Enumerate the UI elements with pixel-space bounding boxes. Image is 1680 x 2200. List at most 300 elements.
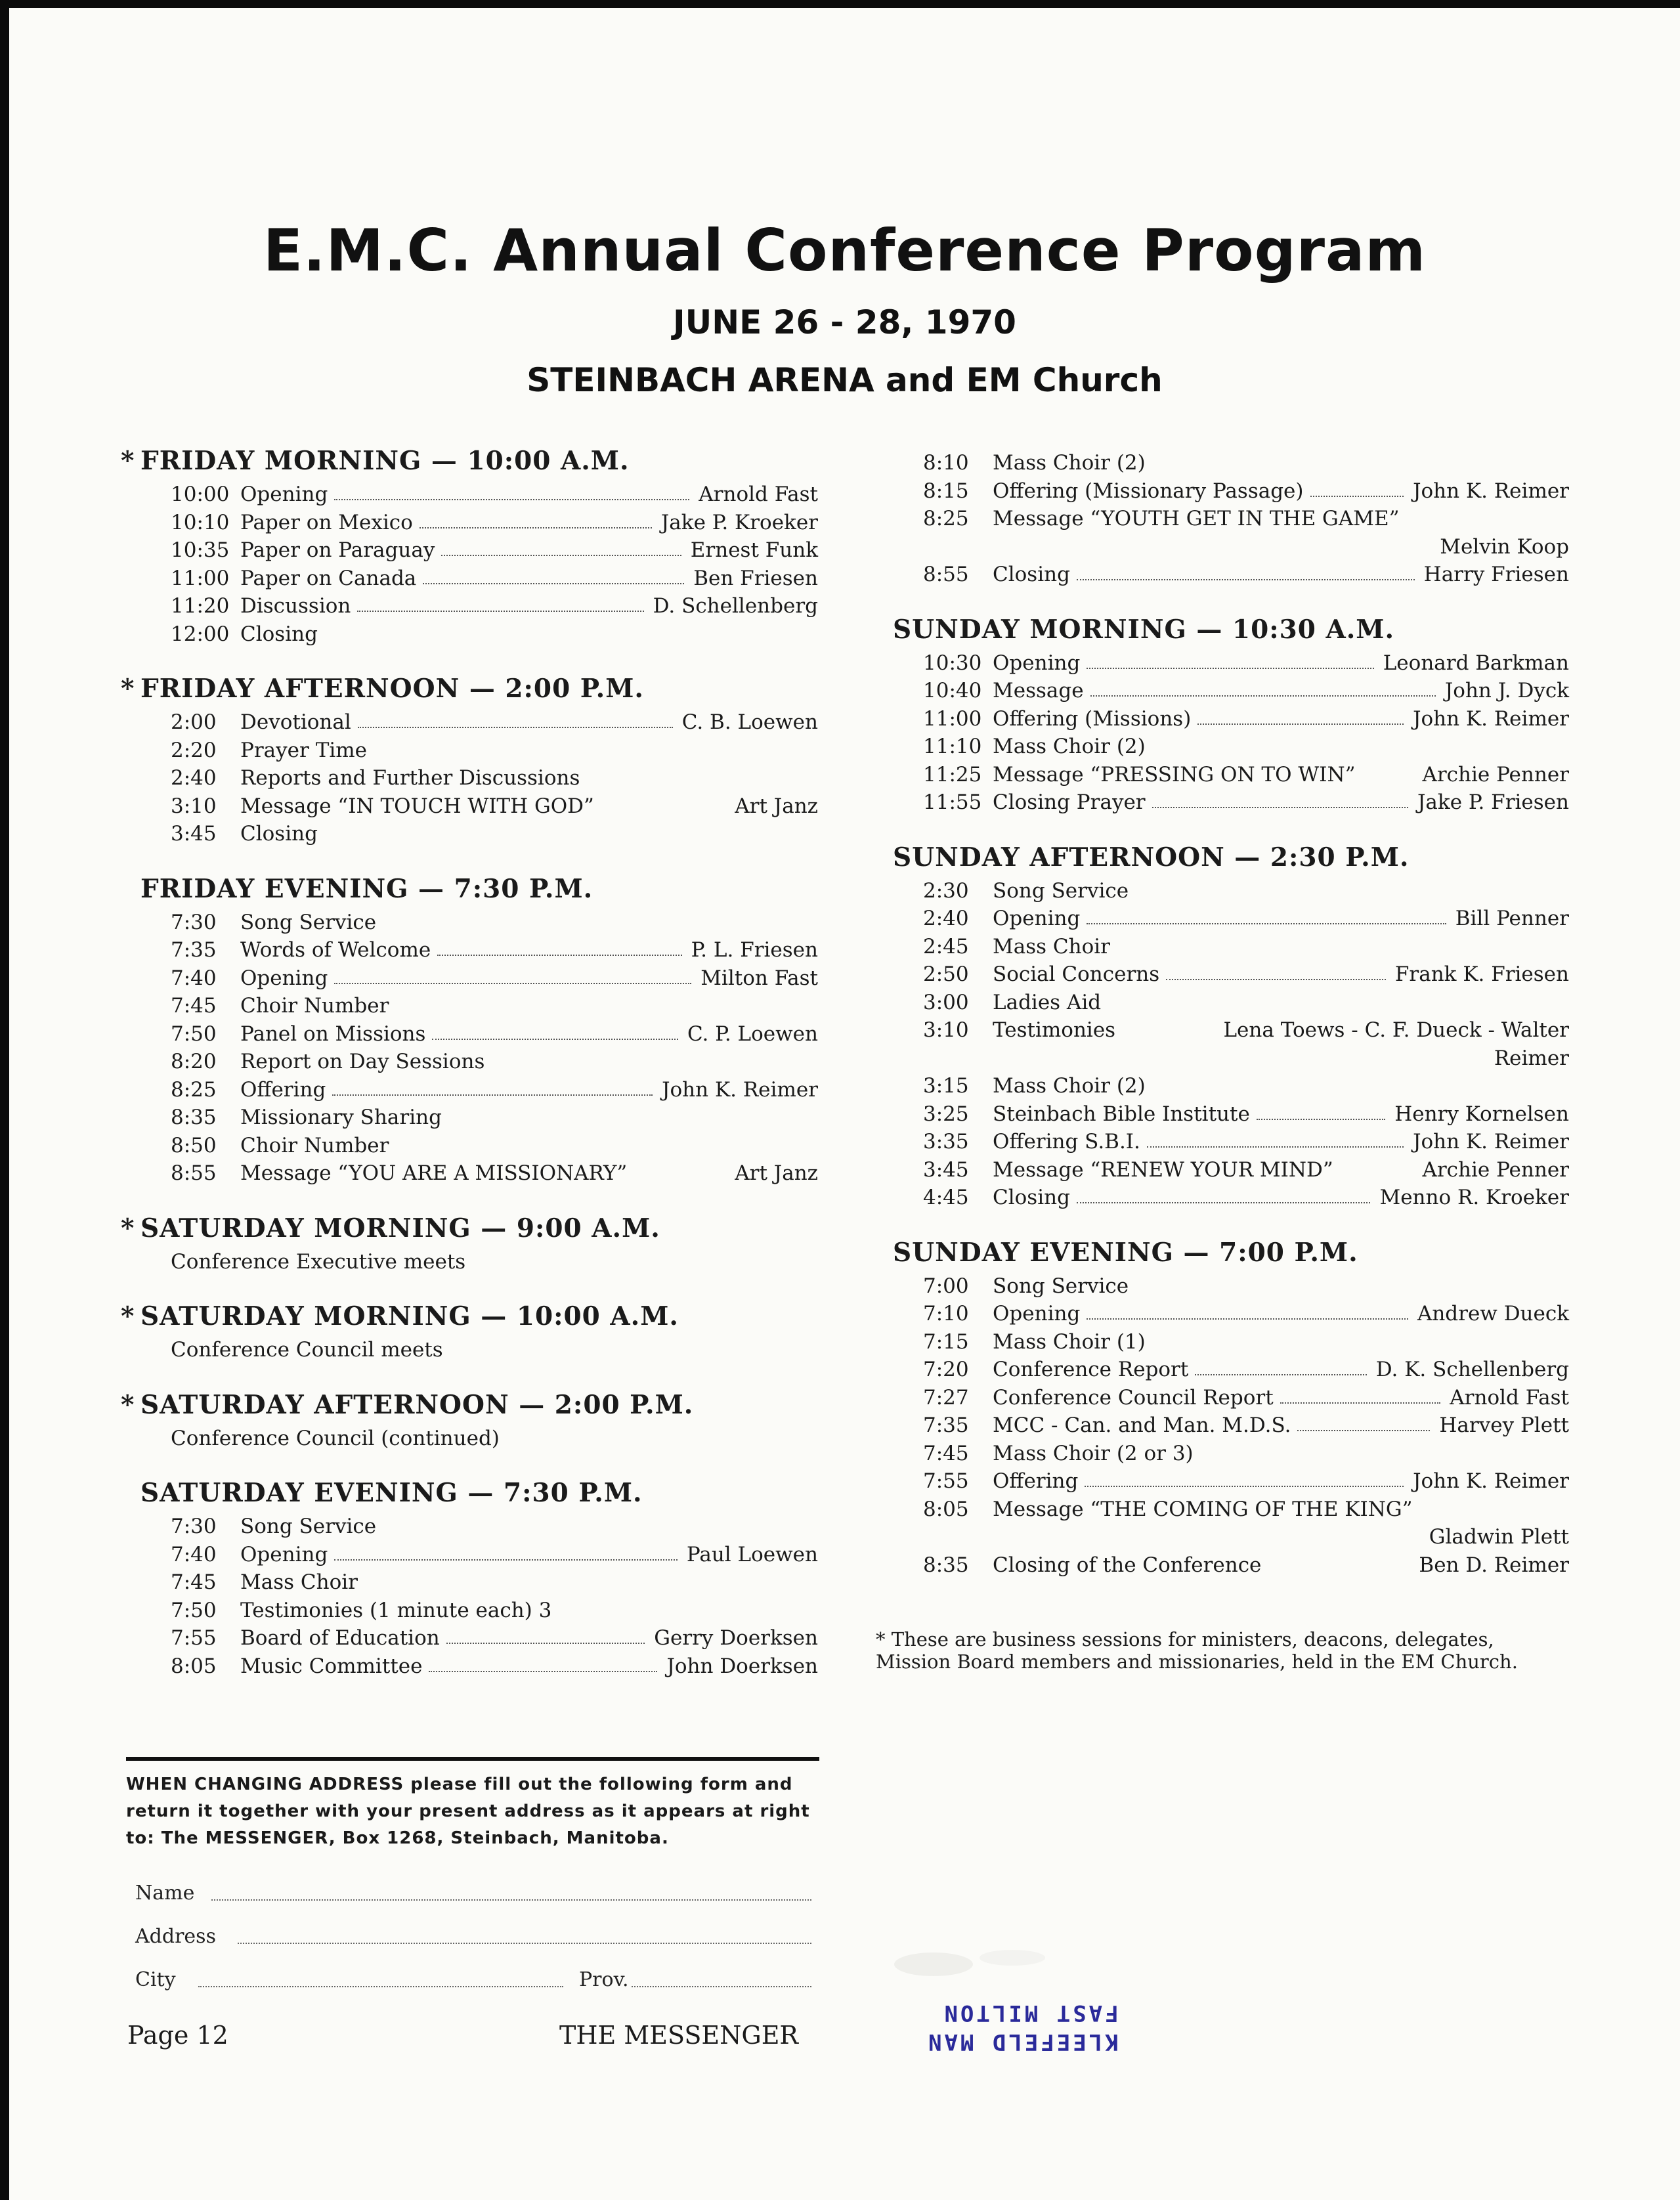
item-event: Mass Choir (2 or 3): [993, 1441, 1194, 1465]
program-item: [121, 1652, 818, 1681]
item-event: Devotional: [240, 710, 351, 734]
item-event: Mass Choir (1): [993, 1329, 1146, 1354]
program-item: [121, 1624, 818, 1652]
dot-leader: [1297, 1430, 1430, 1431]
dot-leader: [437, 955, 681, 956]
city-label: City: [135, 1968, 176, 1991]
dot-leader: [1197, 723, 1404, 725]
program-item: [121, 1048, 818, 1076]
program-item: [873, 1384, 1569, 1412]
item-event: Message: [993, 679, 1084, 702]
item-event: Opening: [993, 651, 1081, 675]
item-event: Closing Prayer: [993, 790, 1146, 814]
program-item: [121, 1568, 818, 1597]
item-person-continued: Reimer: [1494, 1046, 1569, 1070]
program-item: [121, 992, 818, 1020]
program-item: [873, 877, 1569, 905]
publication-name: THE MESSENGER: [559, 2021, 799, 2050]
program-item: [873, 705, 1569, 733]
item-event: Choir Number: [240, 1133, 389, 1157]
item-time: 12:00: [171, 622, 230, 646]
program-item: [873, 1016, 1569, 1045]
item-event: Closing: [993, 563, 1070, 586]
program-section: [121, 1385, 818, 1453]
item-time: 7:27: [923, 1385, 969, 1410]
conference-venue: STEINBACH ARENA and EM Church: [527, 361, 1163, 399]
item-event: Mass Choir (2): [993, 1074, 1146, 1098]
item-time: 8:25: [171, 1077, 217, 1102]
item-event: Opening: [993, 1302, 1081, 1326]
dot-leader: [1166, 979, 1386, 980]
item-time: 11:10: [923, 735, 982, 758]
item-time: 8:05: [923, 1497, 969, 1521]
dot-leader: [334, 1559, 678, 1561]
item-time: 2:45: [923, 934, 969, 959]
dot-leader: [1087, 668, 1373, 669]
item-time: 10:30: [923, 651, 982, 675]
item-event: Closing: [240, 822, 318, 846]
program-item: [873, 561, 1569, 589]
item-time: 3:10: [923, 1018, 969, 1042]
dot-leader: [1147, 1146, 1404, 1148]
program-section: [873, 838, 1569, 1212]
program-item: [121, 481, 818, 509]
item-time: 10:40: [923, 679, 982, 702]
item-person: Menno R. Kroeker: [1374, 1184, 1569, 1212]
item-person: Arnold Fast: [693, 481, 818, 509]
item-time: 8:50: [171, 1133, 217, 1157]
program-item: [873, 1156, 1569, 1184]
item-time: 11:00: [923, 706, 982, 731]
program-item: [873, 761, 1569, 789]
business-session-marker: *: [121, 674, 135, 704]
item-event: Ladies Aid: [993, 990, 1102, 1014]
item-event: Message “RENEW YOUR MIND”: [993, 1157, 1333, 1182]
program-item: [873, 1328, 1569, 1356]
item-person: John Doerksen: [661, 1652, 818, 1681]
item-event: Reports and Further Discussions: [240, 766, 580, 790]
item-person: Ernest Funk: [685, 536, 818, 565]
item-person: Archie Penner: [1417, 1156, 1569, 1184]
prov-label: Prov.: [579, 1968, 629, 1991]
business-session-marker: *: [121, 1213, 135, 1243]
item-event: Conference Report: [993, 1358, 1189, 1381]
item-person: C. B. Loewen: [677, 708, 818, 737]
program-item: [873, 1072, 1569, 1100]
program-item: [873, 1128, 1569, 1156]
item-time: 11:25: [923, 762, 982, 787]
item-person: John K. Reimer: [1408, 477, 1569, 506]
program-item: [121, 1076, 818, 1104]
item-event: Conference Council Report: [993, 1385, 1274, 1410]
item-person: John K. Reimer: [1408, 1128, 1569, 1156]
program-item: [873, 1356, 1569, 1384]
section-heading: [121, 869, 818, 909]
item-event: Testimonies: [993, 1018, 1116, 1042]
item-event: Social Concerns: [993, 962, 1160, 986]
item-time: 7:50: [171, 1022, 217, 1046]
program-item: [121, 708, 818, 737]
item-time: 10:00: [171, 483, 230, 506]
program-item: [121, 620, 818, 649]
section-heading-text: SATURDAY MORNING — 10:00 A.M.: [140, 1301, 679, 1331]
dot-leader: [1085, 1486, 1404, 1487]
program-item: [121, 1020, 818, 1048]
item-event: Paper on Paraguay: [240, 538, 435, 562]
program-item: [873, 1496, 1569, 1524]
program-item: [873, 449, 1569, 477]
item-time: 8:10: [923, 451, 969, 475]
dot-leader: [1090, 695, 1436, 697]
item-person: Frank K. Friesen: [1390, 960, 1569, 989]
item-time: 3:15: [923, 1074, 969, 1098]
item-event: Opening: [240, 483, 328, 506]
item-time: 2:50: [923, 962, 969, 986]
program-item: [121, 565, 818, 593]
dot-leader: [357, 611, 643, 612]
item-person: Bill Penner: [1450, 905, 1569, 933]
program-item: [873, 677, 1569, 705]
business-session-marker: *: [121, 446, 135, 476]
item-time: 11:00: [171, 566, 230, 590]
program-item: [121, 737, 818, 765]
program-right-column: [873, 449, 1569, 1600]
item-person: Ben Friesen: [688, 565, 818, 593]
item-time: 7:10: [923, 1302, 969, 1326]
item-person: Henry Kornelsen: [1389, 1100, 1569, 1129]
item-time: 7:55: [171, 1626, 217, 1650]
program-item: [873, 905, 1569, 933]
dot-leader: [1087, 923, 1446, 924]
program-item: [873, 1551, 1569, 1580]
item-event: Discussion: [240, 594, 351, 618]
dot-leader: [1087, 1318, 1408, 1320]
item-event: Testimonies (1 minute each) 3: [240, 1598, 552, 1622]
section-heading: [121, 669, 818, 708]
item-time: 3:25: [923, 1102, 969, 1126]
program-item: [873, 1100, 1569, 1129]
item-event: Mass Choir (2): [993, 451, 1146, 475]
item-person: John K. Reimer: [1408, 1467, 1569, 1496]
item-time: 3:10: [171, 794, 217, 818]
item-time: 7:00: [923, 1274, 969, 1298]
item-time: 8:55: [923, 563, 969, 586]
item-event: Song Service: [993, 1274, 1129, 1298]
program-item: [873, 733, 1569, 761]
dot-leader: [1257, 1119, 1385, 1120]
item-event: Message “YOU ARE A MISSIONARY”: [240, 1161, 628, 1185]
item-event: Offering: [240, 1077, 326, 1102]
dot-leader: [1280, 1402, 1441, 1404]
item-event: Opening: [240, 1542, 328, 1566]
item-event: Panel on Missions: [240, 1022, 426, 1046]
program-item: [873, 1440, 1569, 1468]
program-item: [121, 1132, 818, 1160]
item-time: 10:35: [171, 538, 230, 562]
item-time: 11:20: [171, 594, 230, 618]
dot-leader: [446, 1643, 645, 1644]
item-time: 3:00: [923, 990, 969, 1014]
item-person: Paul Loewen: [681, 1541, 818, 1569]
program-item: [121, 1104, 818, 1132]
section-heading-text: SUNDAY AFTERNOON — 2:30 P.M.: [893, 842, 1410, 873]
item-time: 7:15: [923, 1329, 969, 1354]
session-note: Conference Executive meets: [171, 1249, 466, 1274]
business-session-marker: *: [121, 1301, 135, 1331]
program-item: [873, 1300, 1569, 1328]
item-event: Message “PRESSING ON TO WIN”: [993, 762, 1356, 787]
program-section: [873, 610, 1569, 817]
dot-leader: [1195, 1374, 1366, 1375]
item-event: Message “THE COMING OF THE KING”: [993, 1497, 1413, 1521]
program-item: [121, 820, 818, 848]
form-instructions: WHEN CHANGING ADDRESS please fill out the following form and return it together with your present address as it appears at right to: The MESSENGER, Box 1268, Steinbach, Manitoba.: [126, 1775, 810, 1848]
program-section: [873, 1233, 1569, 1580]
item-time: 7:35: [171, 938, 217, 962]
dot-leader: [423, 583, 684, 584]
item-event: Message “YOUTH GET IN THE GAME”: [993, 507, 1400, 530]
item-person: Archie Penner: [1417, 761, 1569, 789]
item-event: Opening: [993, 907, 1081, 930]
item-time: 8:55: [171, 1161, 217, 1185]
item-person: Ben D. Reimer: [1413, 1551, 1569, 1580]
item-time: 2:00: [171, 710, 217, 734]
section-heading-text: SATURDAY EVENING — 7:30 P.M.: [140, 1478, 643, 1508]
program-left-column: [121, 441, 818, 1701]
item-time: 3:45: [171, 822, 217, 846]
item-event: Mass Choir: [993, 934, 1110, 959]
program-item: [873, 1272, 1569, 1301]
item-event: Paper on Mexico: [240, 510, 413, 534]
item-person: C. P. Loewen: [682, 1020, 818, 1048]
address-stamp: [926, 1998, 1119, 2056]
program-item: [121, 592, 818, 620]
dot-leader: [1077, 579, 1415, 580]
program-section: [121, 1297, 818, 1364]
program-item: [121, 509, 818, 537]
item-time: 7:30: [171, 1515, 217, 1538]
item-time: 10:10: [171, 510, 230, 534]
dot-leader: [432, 1039, 678, 1040]
item-time: 2:30: [923, 878, 969, 903]
item-event: Message “IN TOUCH WITH GOD”: [240, 794, 594, 818]
section-heading: [873, 838, 1569, 877]
item-time: 7:40: [171, 1542, 217, 1566]
dot-leader: [358, 727, 673, 728]
item-event: Prayer Time: [240, 738, 368, 762]
item-event: Board of Education: [240, 1626, 440, 1650]
item-event: Song Service: [993, 878, 1129, 903]
item-event: Song Service: [240, 1515, 377, 1538]
stamp-line-1: KLEEFELD MAN: [926, 2029, 1119, 2055]
section-heading: [121, 1297, 818, 1336]
item-time: 8:35: [923, 1553, 969, 1577]
program-item: [121, 964, 818, 993]
program-item: [873, 989, 1569, 1017]
section-heading-text: FRIDAY EVENING — 7:30 P.M.: [140, 873, 593, 904]
program-section: [121, 869, 818, 1188]
dot-leader: [1310, 496, 1404, 497]
page-title: E.M.C. Annual Conference Program: [263, 217, 1427, 284]
item-person: Jake P. Kroeker: [656, 509, 818, 537]
paper-smudge: [881, 1938, 1078, 1991]
program-item: [121, 1597, 818, 1625]
program-item: [121, 1159, 818, 1188]
program-item: [873, 477, 1569, 506]
item-person: Art Janz: [729, 1159, 818, 1188]
item-person: D. K. Schellenberg: [1371, 1356, 1569, 1384]
item-event: Offering (Missions): [993, 706, 1192, 731]
item-event: Mass Choir: [240, 1570, 358, 1594]
dot-leader: [429, 1671, 657, 1672]
item-event: MCC - Can. and Man. M.D.S.: [993, 1413, 1291, 1437]
section-heading-text: FRIDAY MORNING — 10:00 A.M.: [140, 446, 630, 476]
program-item: [873, 1184, 1569, 1212]
item-person: Milton Fast: [695, 964, 818, 993]
city-field[interactable]: [126, 1954, 819, 1998]
program-item: [121, 909, 818, 937]
section-heading: [121, 1473, 818, 1513]
item-time: 8:35: [171, 1106, 217, 1129]
item-person: P. L. Friesen: [686, 936, 818, 964]
program-item: [873, 933, 1569, 961]
item-time: 8:25: [923, 507, 969, 530]
section-heading-text: SUNDAY EVENING — 7:00 P.M.: [893, 1237, 1358, 1268]
program-section: [121, 441, 818, 648]
program-section: [121, 1209, 818, 1276]
item-time: 3:35: [923, 1130, 969, 1154]
item-event: Mass Choir (2): [993, 735, 1146, 758]
item-time: 7:20: [923, 1358, 969, 1381]
item-time: 4:45: [923, 1186, 969, 1209]
business-session-marker: *: [121, 1389, 135, 1420]
session-note: Conference Council meets: [171, 1338, 443, 1362]
program-item: [873, 1412, 1569, 1440]
dot-leader: [334, 499, 689, 500]
address-label: Address: [135, 1925, 216, 1948]
item-event: Song Service: [240, 910, 377, 934]
item-event: Closing: [240, 622, 318, 646]
program-section: [121, 669, 818, 848]
item-event: Offering (Missionary Passage): [993, 479, 1304, 503]
program-item: [121, 792, 818, 821]
item-person: Jake P. Friesen: [1412, 788, 1569, 817]
item-event: Music Committee: [240, 1654, 423, 1678]
program-item: [121, 536, 818, 565]
item-event: Offering: [993, 1469, 1079, 1493]
item-time: 7:35: [923, 1413, 969, 1437]
item-event: Closing of the Conference: [993, 1553, 1262, 1577]
section-heading-text: FRIDAY AFTERNOON — 2:00 P.M.: [140, 674, 644, 704]
item-time: 7:50: [171, 1598, 217, 1622]
item-person: D. Schellenberg: [648, 592, 818, 620]
name-label: Name: [135, 1882, 195, 1905]
program-item: [873, 1467, 1569, 1496]
stamp-line-2: FAST MILTON: [941, 2000, 1119, 2026]
item-person: John J. Dyck: [1440, 677, 1569, 705]
program-item: [873, 960, 1569, 989]
dot-leader: [420, 527, 652, 528]
page-number: Page 12: [127, 2021, 228, 2050]
item-time: 8:05: [171, 1654, 217, 1678]
item-event: Missionary Sharing: [240, 1106, 442, 1129]
item-person-continued: Melvin Koop: [1440, 534, 1569, 559]
item-event: Choir Number: [240, 994, 389, 1018]
program-item: [121, 936, 818, 964]
session-note: Conference Council (continued): [171, 1426, 500, 1450]
section-heading: [121, 1209, 818, 1248]
section-heading-text: SATURDAY MORNING — 9:00 A.M.: [140, 1213, 660, 1243]
section-heading: [873, 1233, 1569, 1272]
item-time: 11:55: [923, 790, 982, 814]
item-event: Report on Day Sessions: [240, 1050, 485, 1073]
item-time: 7:45: [171, 1570, 217, 1594]
address-change-form: [126, 1757, 819, 1998]
item-time: 7:45: [171, 994, 217, 1018]
program-item: [121, 1541, 818, 1569]
program-section: [121, 1473, 818, 1680]
item-event: Closing: [993, 1186, 1070, 1209]
dot-leader: [441, 555, 681, 556]
item-time: 8:15: [923, 479, 969, 503]
item-time: 7:30: [171, 910, 217, 934]
item-person: Andrew Dueck: [1412, 1300, 1569, 1328]
name-field[interactable]: [126, 1868, 819, 1911]
item-person: Arnold Fast: [1444, 1384, 1569, 1412]
dot-leader: [1152, 807, 1408, 808]
section-heading-text: SATURDAY AFTERNOON — 2:00 P.M.: [140, 1389, 694, 1420]
program-item: [121, 764, 818, 792]
item-time: 2:40: [171, 766, 217, 790]
item-person: Lena Toews - C. F. Dueck - Walter: [1218, 1016, 1569, 1045]
item-time: 2:40: [923, 907, 969, 930]
address-field[interactable]: [126, 1911, 819, 1954]
section-heading: [873, 610, 1569, 649]
item-event: Paper on Canada: [240, 566, 417, 590]
item-person: John K. Reimer: [1408, 705, 1569, 733]
section-heading-text: SUNDAY MORNING — 10:30 A.M.: [893, 614, 1395, 645]
conference-dates: JUNE 26 - 28, 1970: [673, 303, 1016, 341]
program-section: [873, 449, 1569, 589]
item-time: 7:40: [171, 966, 217, 990]
program-item: [873, 788, 1569, 817]
item-time: 7:55: [923, 1469, 969, 1493]
program-item: [873, 505, 1569, 533]
item-person: Gerry Doerksen: [649, 1624, 818, 1652]
item-person: Art Janz: [729, 792, 818, 821]
document-page: [9, 8, 1680, 2200]
item-person-continued: Gladwin Plett: [1429, 1525, 1569, 1549]
dot-leader: [332, 1094, 653, 1096]
program-item: [873, 649, 1569, 678]
item-time: 2:20: [171, 738, 217, 762]
item-event: Opening: [240, 966, 328, 990]
footnote: * These are business sessions for ministers, deacons, delegates, Mission Board members and missionaries, held in the EM Church.: [876, 1628, 1518, 1673]
item-person: John K. Reimer: [657, 1076, 818, 1104]
item-person: Harry Friesen: [1419, 561, 1569, 589]
item-time: 8:20: [171, 1050, 217, 1073]
program-item: [121, 1513, 818, 1541]
section-heading: [121, 441, 818, 481]
dot-leader: [334, 983, 691, 984]
item-person: Harvey Plett: [1434, 1412, 1569, 1440]
item-time: 3:45: [923, 1157, 969, 1182]
item-event: Steinbach Bible Institute: [993, 1102, 1250, 1126]
item-event: Offering S.B.I.: [993, 1130, 1140, 1154]
dot-leader: [1077, 1202, 1371, 1203]
item-event: Words of Welcome: [240, 938, 431, 962]
section-heading: [121, 1385, 818, 1425]
